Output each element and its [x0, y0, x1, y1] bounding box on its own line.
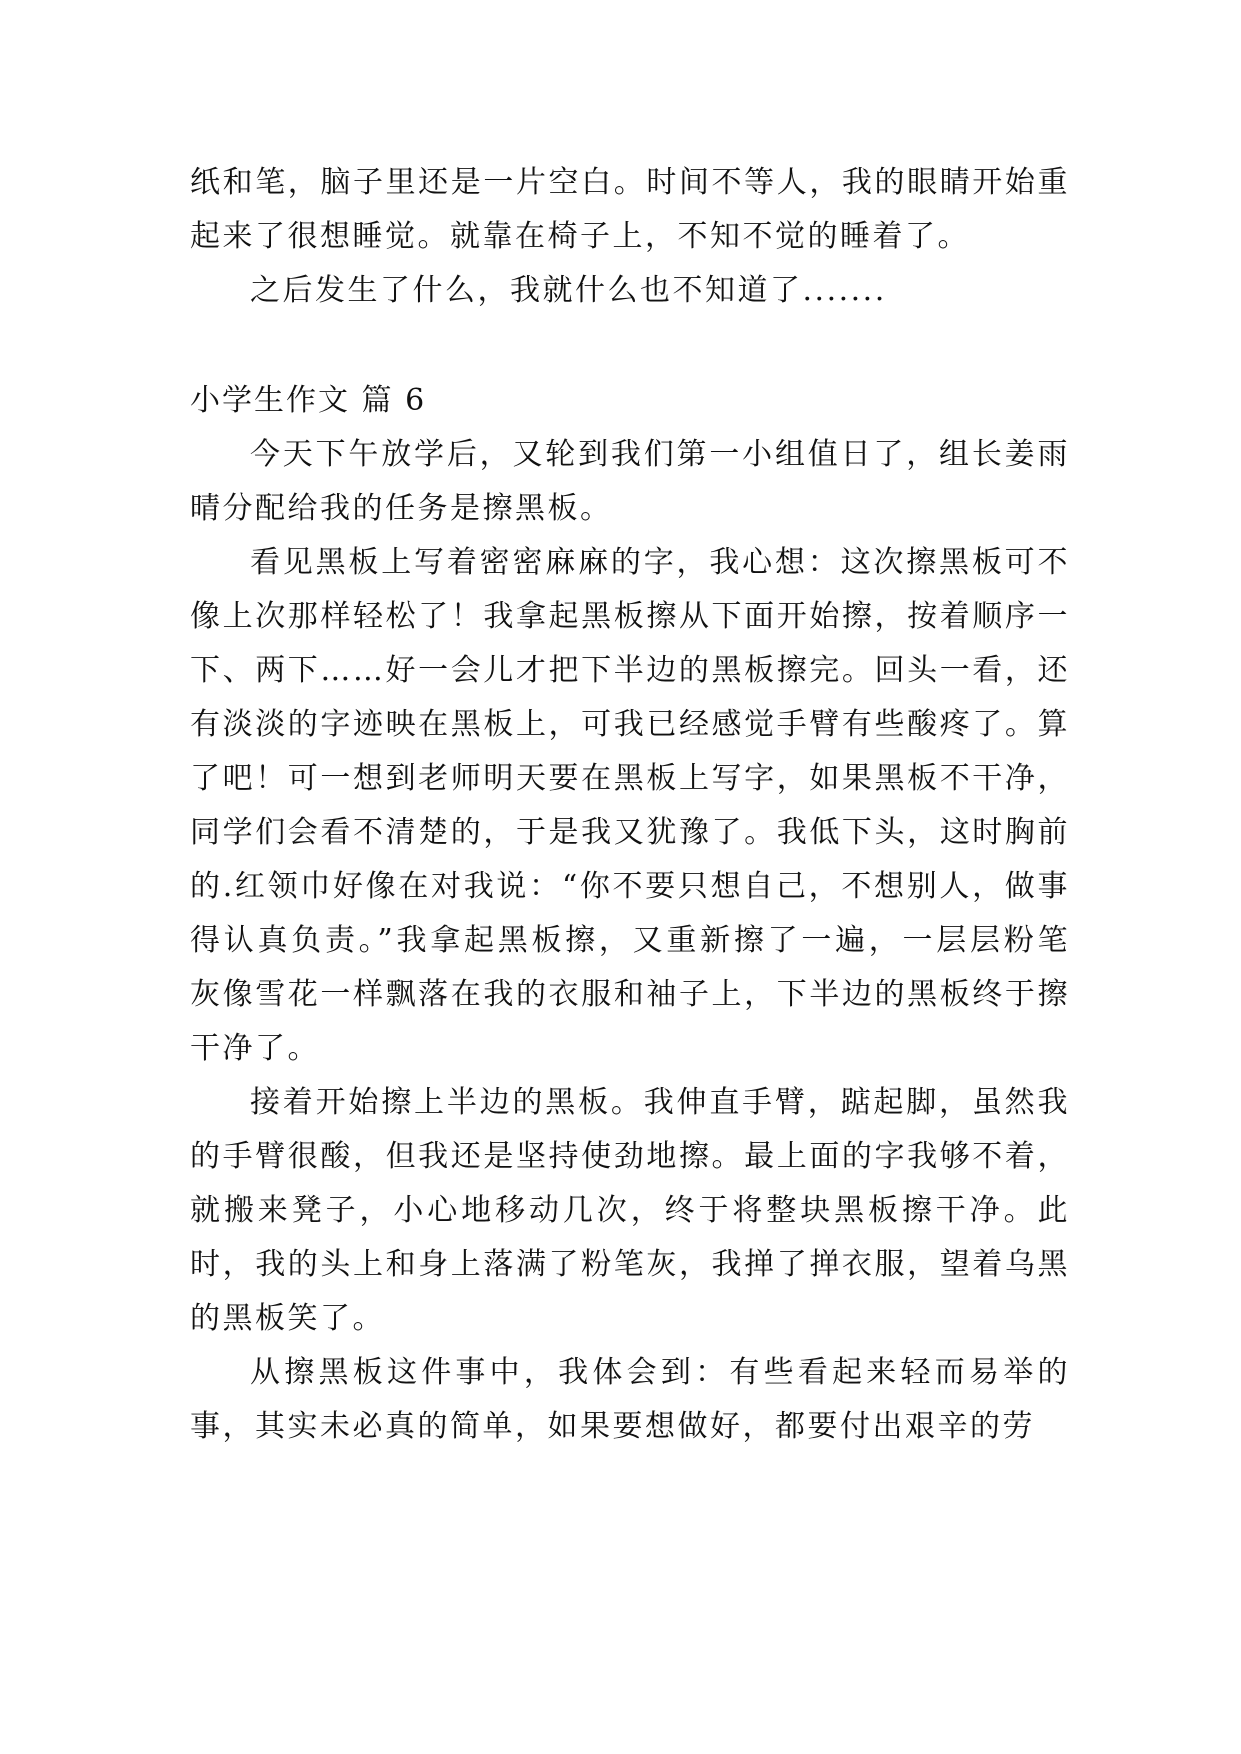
paragraph: 看见黑板上写着密密麻麻的字，我心想：这次擦黑板可不像上次那样轻松了！我拿起黑板擦从下面开始擦，按着顺序一下、两下……好一会儿才把下半边的黑板擦完。回头一看，还有淡淡的字迹映在黑板上，可我已经感觉手臂有些酸疼了。算了吧！可一想到老师明天要在黑板上写字，如果黑板不干净，同学们会看不清楚的，于是我又犹豫了。我低下头，这时胸前的.红领巾好像在对我说：“你不要只想自己，不想别人，做事得认真负责。”我拿起黑板擦，又重新擦了一遍，一层层粉笔灰像雪花一样飘落在我的衣服和袖子上，下半边的黑板终于擦干净了。 [190, 545, 1070, 1066]
page-content [190, 156, 1070, 1454]
section-heading: 小学生作文 篇 6 [190, 383, 427, 418]
paragraph: 接着开始擦上半边的黑板。我伸直手臂，踮起脚，虽然我的手臂很酸，但我还是坚持使劲地擦。最上面的字我够不着，就搬来凳子，小心地移动几次，终于将整块黑板擦干净。此时，我的头上和身上落满了粉笔灰，我掸了掸衣服，望着乌黑的黑板笑了。 [190, 1085, 1070, 1336]
paragraph: 从擦黑板这件事中，我体会到：有些看起来轻而易举的事，其实未必真的简单，如果要想做好，都要付出艰辛的劳 [190, 1355, 1070, 1444]
continued-paragraph: 纸和笔，脑子里还是一片空白。时间不等人，我的眼睛开始重起来了很想睡觉。就靠在椅子上，不知不觉的睡着了。 [190, 165, 1070, 254]
paragraph: 今天下午放学后，又轮到我们第一小组值日了，组长姜雨晴分配给我的任务是擦黑板。 [190, 437, 1070, 526]
paragraph: 之后发生了什么，我就什么也不知道了....... [250, 273, 887, 308]
